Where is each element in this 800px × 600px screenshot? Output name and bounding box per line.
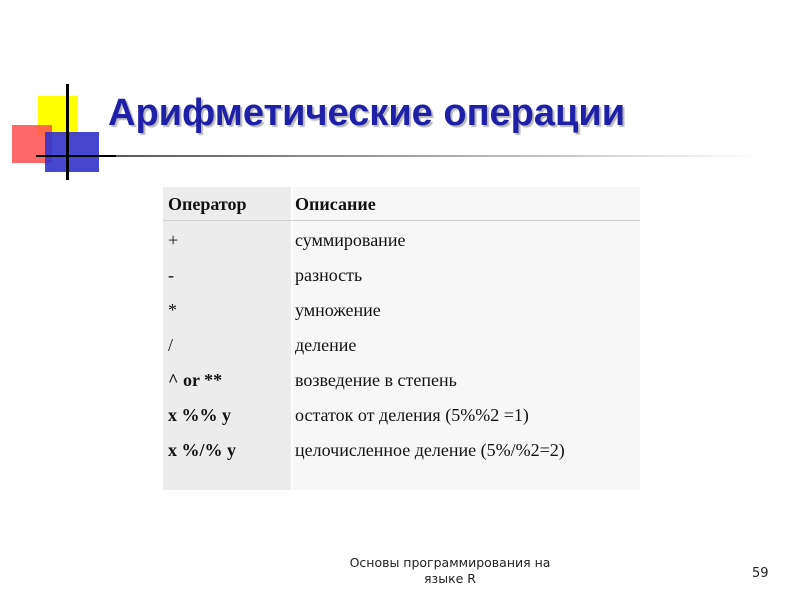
- title-underline: [116, 155, 756, 157]
- horizontal-line: [36, 155, 116, 157]
- blue-square: [45, 132, 99, 172]
- row-description: остаток от деления (5%%2 =1): [295, 405, 529, 425]
- header-operator: Оператор: [168, 194, 247, 214]
- row-operator: x %% y: [168, 405, 231, 425]
- row-operator: x %/% y: [168, 440, 237, 460]
- row-description: умножение: [295, 300, 381, 320]
- row-operator: ^ or **: [168, 370, 223, 390]
- page-number: 59: [752, 566, 769, 581]
- vertical-line: [66, 84, 69, 180]
- footer-line-2: языке R: [424, 571, 476, 586]
- row-description: целочисленное деление (5%/%2=2): [295, 440, 565, 460]
- row-operator: +: [168, 230, 179, 250]
- decorative-logo: [0, 0, 120, 190]
- row-description: деление: [295, 335, 357, 355]
- footer-line-1: Основы программирования на: [349, 555, 551, 570]
- row-operator: -: [168, 265, 174, 285]
- row-operator: /: [168, 335, 174, 355]
- row-operator: *: [168, 300, 177, 320]
- row-description: суммирование: [295, 230, 406, 250]
- slide-title: Арифметические операции: [108, 92, 626, 134]
- row-description: возведение в степень: [295, 370, 457, 390]
- footer-text: [320, 555, 580, 587]
- operators-table: [163, 187, 640, 490]
- header-description: Описание: [295, 194, 376, 214]
- row-description: разность: [295, 265, 363, 285]
